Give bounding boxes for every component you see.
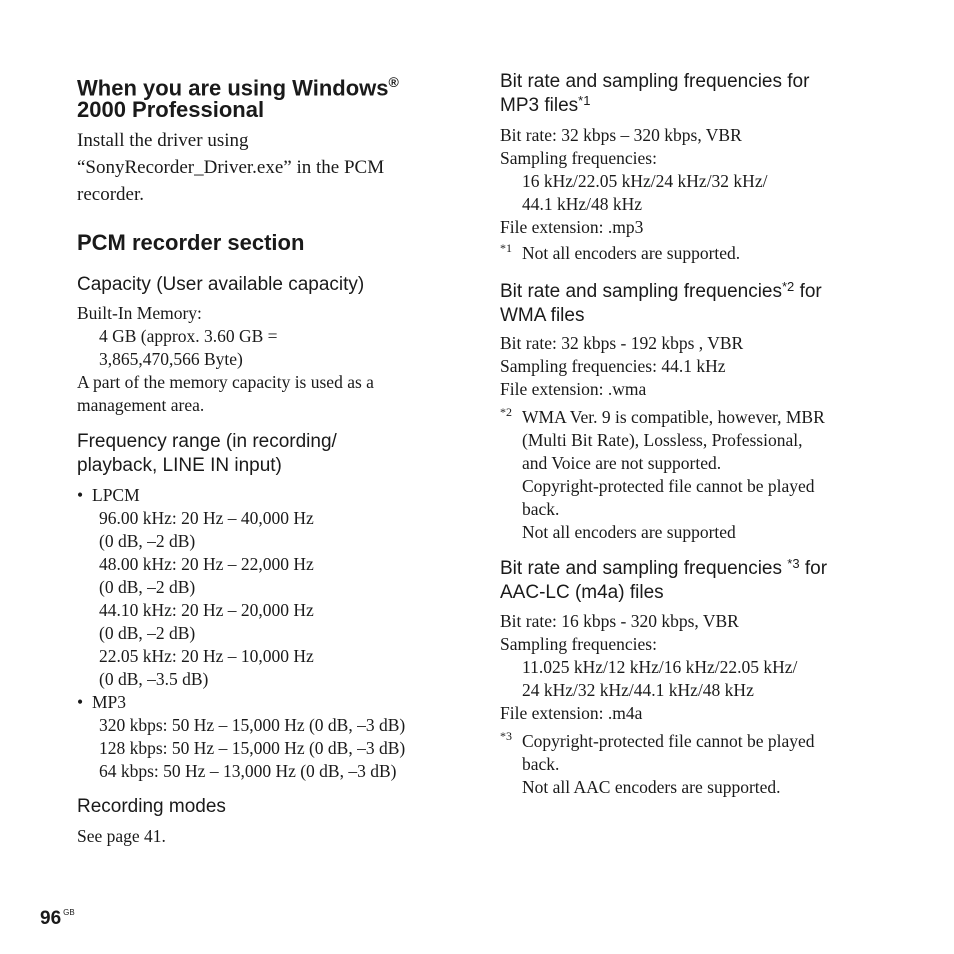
wma-line: File extension: .wma [500, 379, 647, 399]
aac-rate-heading [500, 557, 827, 582]
footnote-3-line: back. [522, 754, 560, 774]
title-text: When you are using Windows [77, 75, 389, 101]
footnote-mark: *1 [500, 241, 512, 255]
page-number-text: 96 [40, 908, 62, 929]
aac-line: Bit rate: 16 kbps - 320 kbps, VBR [500, 611, 739, 631]
mp3-rate-heading: Bit rate and sampling frequencies for [500, 71, 810, 92]
footnote-2-line: (Multi Bit Rate), Lossless, Professional, [522, 430, 803, 450]
lpcm-line: (0 dB, –2 dB) [99, 577, 196, 597]
lpcm-line: 22.05 kHz: 20 Hz – 10,000 Hz [99, 646, 314, 666]
footnote-text: Not all encoders are supported. [522, 243, 741, 263]
capacity-note-line: management area. [77, 395, 205, 415]
mp3-line: 320 kbps: 50 Hz – 15,000 Hz (0 dB, –3 dB) [99, 715, 406, 735]
mp3-rate-line: Sampling frequencies: [500, 148, 657, 168]
lpcm-bullet: • [77, 485, 84, 505]
mp3-rate-indent: 44.1 kHz/48 kHz [522, 194, 643, 214]
aac-rate-heading-line2: AAC-LC (m4a) files [500, 582, 664, 603]
footnote-ref: *2 [782, 279, 795, 294]
footnote-ref: *1 [578, 93, 591, 108]
lpcm-line: 48.00 kHz: 20 Hz – 22,000 Hz [99, 554, 314, 574]
heading-text: for [794, 281, 822, 302]
lpcm-label: LPCM [92, 485, 140, 505]
footnote-2-line: back. [522, 499, 560, 519]
footnote-text: Copyright-protected file cannot be played [522, 731, 815, 751]
mp3-rate-heading-line2 [500, 94, 590, 119]
aac-indent: 11.025 kHz/12 kHz/16 kHz/22.05 kHz/ [522, 657, 798, 677]
aac-line: Sampling frequencies: [500, 634, 657, 654]
mp3-bullet: • [77, 692, 84, 712]
footnote-2-line: and Voice are not supported. [522, 453, 722, 473]
capacity-indent-line: 3,865,470,566 Byte) [99, 349, 243, 369]
footnote-2-line: Copyright-protected file cannot be played [522, 476, 815, 496]
aac-indent: 24 kHz/32 kHz/44.1 kHz/48 kHz [522, 680, 754, 700]
footnote-mark: *3 [500, 729, 512, 743]
heading-text: Bit rate and sampling frequencies [500, 558, 788, 579]
heading-text: for [799, 558, 828, 579]
lpcm-line: 96.00 kHz: 20 Hz – 40,000 Hz [99, 508, 314, 528]
footnote-mark: *2 [500, 405, 512, 419]
footnote-3-line: Not all AAC encoders are supported. [522, 777, 781, 797]
heading-text: MP3 files [500, 95, 579, 116]
heading-text: Bit rate and sampling frequencies [500, 281, 782, 302]
wma-rate-heading-line2: WMA files [500, 305, 585, 326]
windows-body-line: recorder. [77, 184, 144, 205]
lpcm-line: 44.10 kHz: 20 Hz – 20,000 Hz [99, 600, 314, 620]
footnote-ref: *3 [787, 556, 800, 571]
footnote-text: WMA Ver. 9 is compatible, however, MBR [522, 407, 825, 427]
wma-rate-heading [500, 280, 822, 305]
mp3-line: 128 kbps: 50 Hz – 15,000 Hz (0 dB, –3 dB) [99, 738, 406, 758]
freq-heading: Frequency range (in recording/ [77, 431, 337, 452]
mp3-label: MP3 [92, 692, 127, 712]
capacity-line: Built-In Memory: [77, 303, 202, 323]
wma-line: Bit rate: 32 kbps - 192 kbps , VBR [500, 333, 744, 353]
lpcm-line: (0 dB, –2 dB) [99, 531, 196, 551]
lpcm-line: (0 dB, –2 dB) [99, 623, 196, 643]
capacity-heading: Capacity (User available capacity) [77, 274, 365, 295]
windows-body-line: Install the driver using [77, 130, 249, 151]
registered-mark: ® [388, 74, 399, 90]
capacity-indent-line: 4 GB (approx. 3.60 GB = [99, 326, 278, 346]
mp3-ext-line: File extension: .mp3 [500, 217, 644, 237]
page-number [40, 908, 75, 930]
windows-body-line: “SonyRecorder_Driver.exe” in the PCM [77, 157, 385, 178]
freq-heading: playback, LINE IN input) [77, 455, 282, 476]
modes-body: See page 41. [77, 826, 166, 846]
lpcm-line: (0 dB, –3.5 dB) [99, 669, 209, 689]
footnote-2-line: Not all encoders are supported [522, 522, 736, 542]
windows-section-title-line2: 2000 Professional [77, 97, 265, 122]
wma-line: Sampling frequencies: 44.1 kHz [500, 356, 726, 376]
aac-ext-line: File extension: .m4a [500, 703, 643, 723]
modes-heading: Recording modes [77, 796, 226, 817]
mp3-rate-line: Bit rate: 32 kbps – 320 kbps, VBR [500, 125, 742, 145]
mp3-rate-indent: 16 kHz/22.05 kHz/24 kHz/32 kHz/ [522, 171, 768, 191]
page-region-code: GB [63, 908, 75, 917]
capacity-note-line: A part of the memory capacity is used as a [77, 372, 374, 392]
pcm-section-title: PCM recorder section [77, 230, 305, 255]
mp3-line: 64 kbps: 50 Hz – 13,000 Hz (0 dB, –3 dB) [99, 761, 397, 781]
